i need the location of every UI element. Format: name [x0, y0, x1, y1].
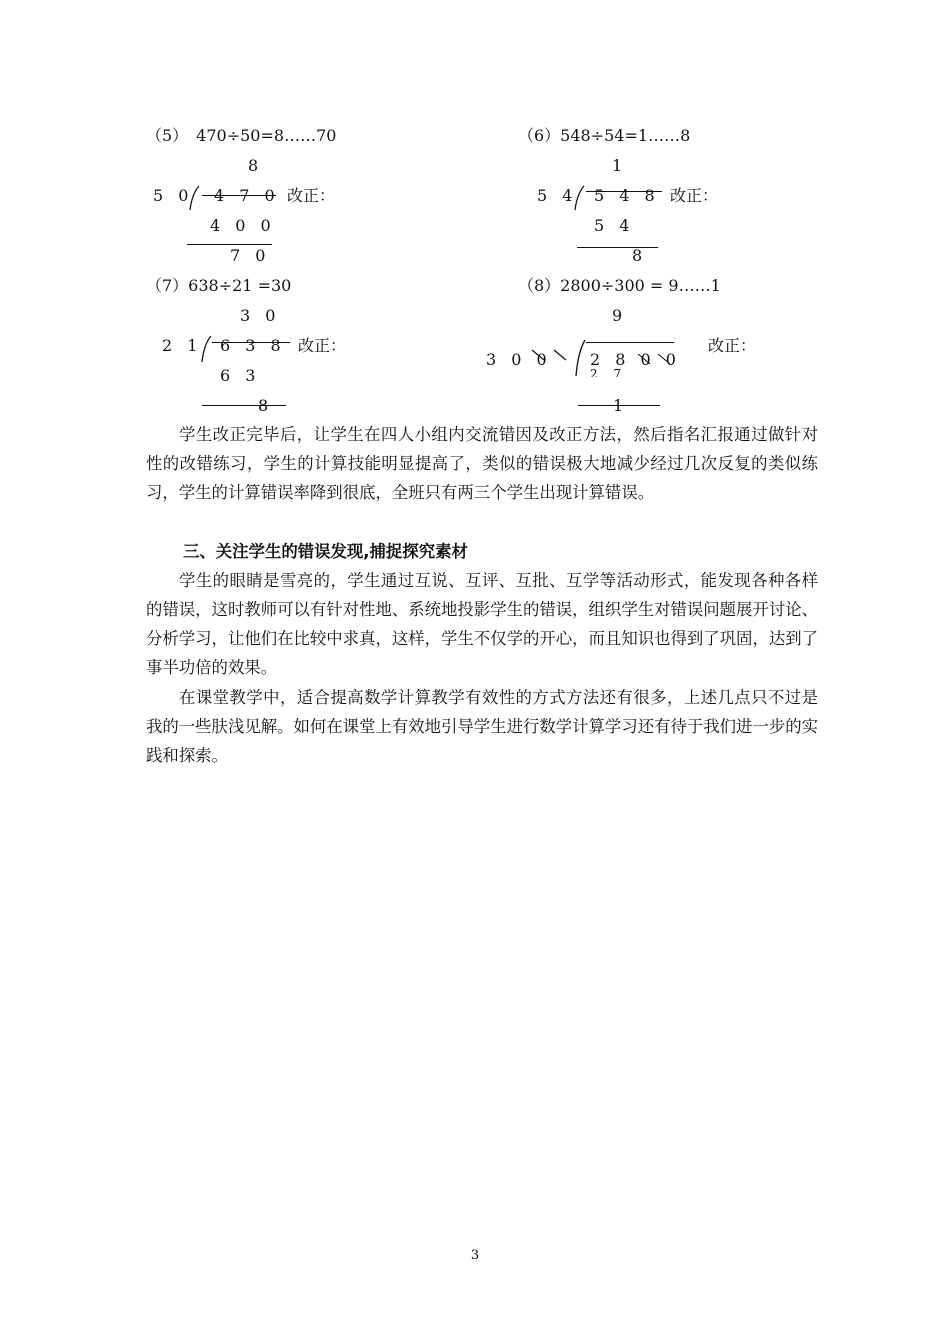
division-bracket-icon — [573, 184, 585, 212]
problem-7-correction-label: 改正： — [298, 336, 347, 355]
problem-8-remainder: 1 — [613, 396, 629, 415]
section-heading-3: 三、关注学生的错误发现,捕捉探究素材 — [183, 542, 468, 561]
problem-6-label: （6）548÷54=1……8 — [518, 126, 691, 145]
problem-8-dividend: 2 8 0 0 — [590, 350, 681, 369]
problem-8-correction-label: 改正： — [708, 336, 757, 355]
problem-8-divisor: 3 0 0 — [486, 350, 552, 369]
problem-5-product: 4 0 0 — [210, 216, 276, 235]
problem-7-divisor: 2 1 — [162, 336, 203, 355]
problem-6-correction-label: 改正： — [670, 186, 719, 205]
problem-7-product: 6 3 — [220, 366, 261, 385]
problem-5-quotient: 8 — [248, 156, 264, 175]
problem-8-product: 2 7 — [590, 368, 628, 377]
problem-7-remainder: 8 — [258, 396, 274, 415]
problem-6-dividend: 5 4 8 — [594, 186, 660, 205]
problem-6-quotient: 1 — [612, 156, 628, 175]
problem-7-label: （7）638÷21 =30 — [146, 276, 292, 295]
division-bracket-icon — [200, 334, 212, 364]
problem-5-divisor: 5 0 — [153, 186, 194, 205]
strikeout-marks-icon — [636, 350, 672, 370]
problem-6-divisor: 5 4 — [537, 186, 578, 205]
problem-5-label: （5） 470÷50=8……70 — [146, 126, 337, 145]
paragraph-error-discovery: 学生的眼睛是雪亮的，学生通过互说、互评、互批、互学等活动形式，能发现各种各样的错误，这时教师可以有针对性地、系统地投影学生的错误，组织学生对错误问题展开讨论、分析学习，让他们在比较中求真，这样，学生不仅学的开心，而且知识也得到了巩固，达到了事半功倍的效果。 — [146, 571, 819, 677]
problem-5-remainder: 7 0 — [230, 246, 271, 265]
subtraction-line — [202, 405, 286, 406]
problem-6-remainder: 8 — [632, 246, 648, 265]
problem-7-dividend: 6 3 8 — [220, 336, 286, 355]
problem-5-correction-label: 改正： — [287, 186, 336, 205]
division-bracket-icon — [574, 338, 586, 378]
problem-6-product: 5 4 — [594, 216, 635, 235]
paragraph-error-discussion: 学生改正完毕后，让学生在四人小组内交流错因及改正方法，然后指名汇报通过做针对性的改错练习，学生的计算技能明显提高了，类似的错误极大地减少经过几次反复的类似练习，学生的计算错误率降到很底，全班只有两三个学生出现计算错误。 — [146, 425, 818, 502]
paragraph-conclusion: 在课堂教学中，适合提高数学计算教学有效性的方式方法还有很多，上述几点只不过是我的一些肤浅见解。如何在课堂上有效地引导学生进行数学计算学习还有待于我们进一步的实践和探索。 — [146, 688, 819, 765]
subtraction-line — [187, 244, 272, 245]
problem-7-quotient: 3 0 — [240, 306, 281, 325]
page-number: 3 — [470, 1248, 480, 1263]
division-bar — [586, 342, 674, 343]
problem-5-dividend: 4 7 0 — [214, 186, 280, 205]
strikeout-marks-icon — [530, 346, 568, 366]
problem-8-label: （8）2800÷300 = 9……1 — [518, 276, 721, 295]
problem-8-quotient: 9 — [612, 306, 628, 325]
division-bracket-icon — [188, 184, 200, 212]
